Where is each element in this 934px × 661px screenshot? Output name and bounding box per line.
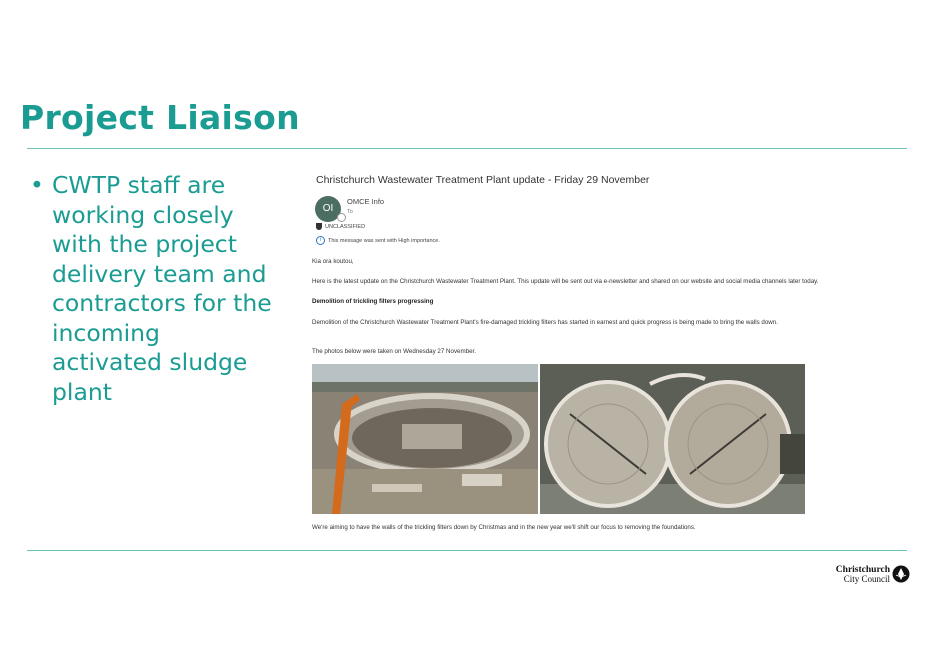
email-to-label: To xyxy=(347,209,353,215)
logo-line2: City Council xyxy=(843,574,890,584)
email-closing: We're aiming to have the walls of the trickling filters down by Christmas and in the new year we'll shift our focus to removing the foundations. xyxy=(312,524,696,531)
shield-icon xyxy=(316,223,322,230)
photo-aerial-filters xyxy=(540,364,805,514)
photo-demolition-site xyxy=(312,364,538,514)
info-icon: i xyxy=(316,236,325,245)
slide-title: Project Liaison xyxy=(20,98,300,137)
email-intro: Here is the latest update on the Christchurch Wastewater Treatment Plant. This update will be sent out via e-newsletter and shared on our website and social media channels later today. xyxy=(312,278,819,285)
photos-caption: The photos below were taken on Wednesday 27 November. xyxy=(312,348,476,355)
bullet-marker: • xyxy=(30,171,44,199)
classification-label xyxy=(316,223,365,230)
email-subject: Christchurch Wastewater Treatment Plant update - Friday 29 November xyxy=(316,174,650,186)
email-sender: OMCE Info xyxy=(347,197,385,206)
email-heading: Demolition of trickling filters progressing xyxy=(312,298,434,305)
top-divider xyxy=(27,148,907,149)
classification-text: UNCLASSIFIED xyxy=(325,223,366,230)
importance-notice xyxy=(316,236,440,245)
importance-text: This message was sent with High importance. xyxy=(328,237,440,244)
email-greeting: Kia ora koutou, xyxy=(312,258,354,265)
email-body: Demolition of the Christchurch Wastewater Treatment Plant's fire-damaged trickling filters has started in earnest and quick progress is being made to bring the walls down. xyxy=(312,319,778,326)
logo-line1: Christchurch xyxy=(835,565,890,575)
bottom-divider xyxy=(27,550,907,551)
bullet-text: CWTP staff are working closely with the project delivery team and contractors for the incoming activated sludge plant xyxy=(52,171,272,406)
council-logo-icon xyxy=(892,565,910,583)
demolition-photos xyxy=(312,364,805,514)
avatar: OI xyxy=(315,196,341,222)
presence-indicator xyxy=(337,213,346,222)
council-logo xyxy=(832,564,912,584)
